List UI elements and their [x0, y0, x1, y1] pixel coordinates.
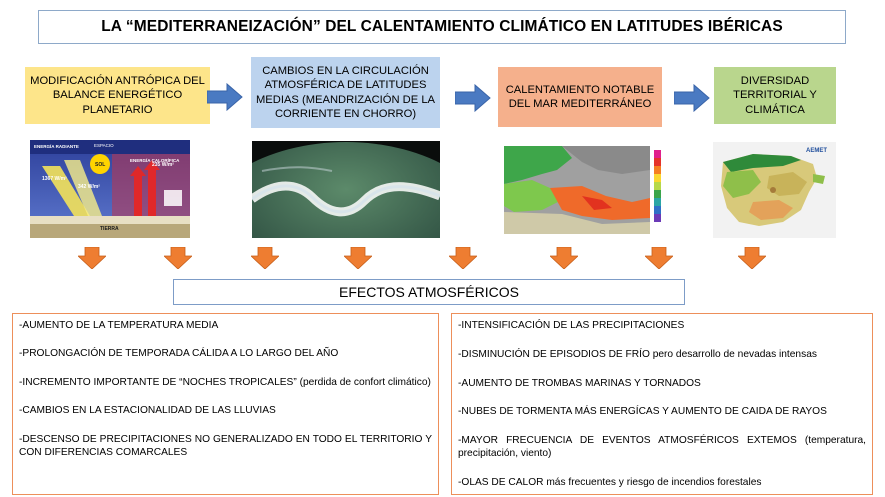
- jet-stream-globe-image: [252, 141, 440, 238]
- effect-item: -INCREMENTO IMPORTANTE DE “NOCHES TROPICALES” (perdida de confort climático): [19, 376, 431, 388]
- effect-item: -MAYOR FRECUENCIA DE EVENTOS ATMOSFÉRICOS EXTEMOS (temperatura, precipitación, viento): [458, 435, 866, 460]
- value-342: 342 W/m²: [78, 184, 100, 190]
- arrow-down-icon: [645, 247, 673, 269]
- arrow-down-icon: [449, 247, 477, 269]
- title-box: [38, 10, 846, 44]
- value-1367: 1367 W/m²: [42, 176, 67, 182]
- effects-list-left: [12, 313, 439, 495]
- stage-anthropic-energy-balance: MODIFICACIÓN ANTRÓPICA DEL BALANCE ENERGÉTICO PLANETARIO: [25, 67, 210, 124]
- effect-item: -PROLONGACIÓN DE TEMPORADA CÁLIDA A LO LARGO DEL AÑO: [19, 348, 339, 360]
- value-235: 235 W/m²: [152, 162, 174, 168]
- arrow-down-icon: [164, 247, 192, 269]
- energy-balance-illustration: [30, 140, 190, 238]
- stage-atmospheric-circulation: CAMBIOS EN LA CIRCULACIÓN ATMOSFÉRICA DE LATITUDES MEDIAS (MEANDRIZACIÓN DE LA CORRIENTE EN CHORRO): [251, 57, 440, 128]
- arrow-down-icon: [738, 247, 766, 269]
- effect-item: -DESCENSO DE PRECIPITACIONES NO GENERALIZADO EN TODO EL TERRITORIO Y CON DIFERENCIAS COMARCALES: [19, 433, 432, 458]
- arrow-right-icon: [207, 83, 243, 111]
- arrow-right-icon: [674, 84, 710, 112]
- page-title: LA “MEDITERRANEIZACIÓN” DEL CALENTAMIENTO CLIMÁTICO EN LATITUDES IBÉRICAS: [101, 18, 783, 35]
- effects-title: EFECTOS ATMOSFÉRICOS: [339, 284, 519, 300]
- stage-territorial-diversity: DIVERSIDAD TERRITORIAL Y CLIMÁTICA: [714, 67, 836, 124]
- space-label: ESPACIO: [94, 143, 114, 148]
- arrow-right-icon: [455, 84, 491, 112]
- arrow-down-icon: [344, 247, 372, 269]
- iberia-climate-map: [713, 142, 836, 238]
- arrow-down-icon: [550, 247, 578, 269]
- effect-item: -OLAS DE CALOR más frecuentes y riesgo de incendios forestales: [458, 476, 762, 488]
- stage-mediterranean-warming: CALENTAMIENTO NOTABLE DEL MAR MEDITERRÁNEO: [498, 67, 662, 127]
- effect-item: -AUMENTO DE LA TEMPERATURA MEDIA: [19, 320, 219, 331]
- arrow-down-icon: [78, 247, 106, 269]
- energy-radiant-label: ENERGÍA RADIANTE: [34, 144, 79, 149]
- sun-label: SOL: [95, 162, 106, 168]
- arrow-down-icon: [251, 247, 279, 269]
- effects-list-right: [451, 313, 873, 495]
- mediterranean-temperature-map: [502, 140, 672, 238]
- effect-item: -DISMINUCIÓN DE EPISODIOS DE FRÍO pero desarrollo de nevadas intensas: [458, 348, 817, 360]
- earth-label: TIERRA: [100, 226, 119, 232]
- effect-item: -INTENSIFICACIÓN DE LAS PRECIPITACIONES: [458, 320, 685, 331]
- effect-item: -NUBES DE TORMENTA MÁS ENERGÍCAS Y AUMENTO DE CAIDA DE RAYOS: [458, 406, 827, 418]
- effect-item: -AUMENTO DE TROMBAS MARINAS Y TORNADOS: [458, 377, 701, 389]
- effect-item: -CAMBIOS EN LA ESTACIONALIDAD DE LAS LLUVIAS: [19, 405, 276, 417]
- effects-title-box: [173, 279, 685, 305]
- aemet-logo: AEMET: [806, 148, 827, 154]
- energy-heat-label: ENERGÍA CALORÍFICA: [130, 158, 180, 163]
